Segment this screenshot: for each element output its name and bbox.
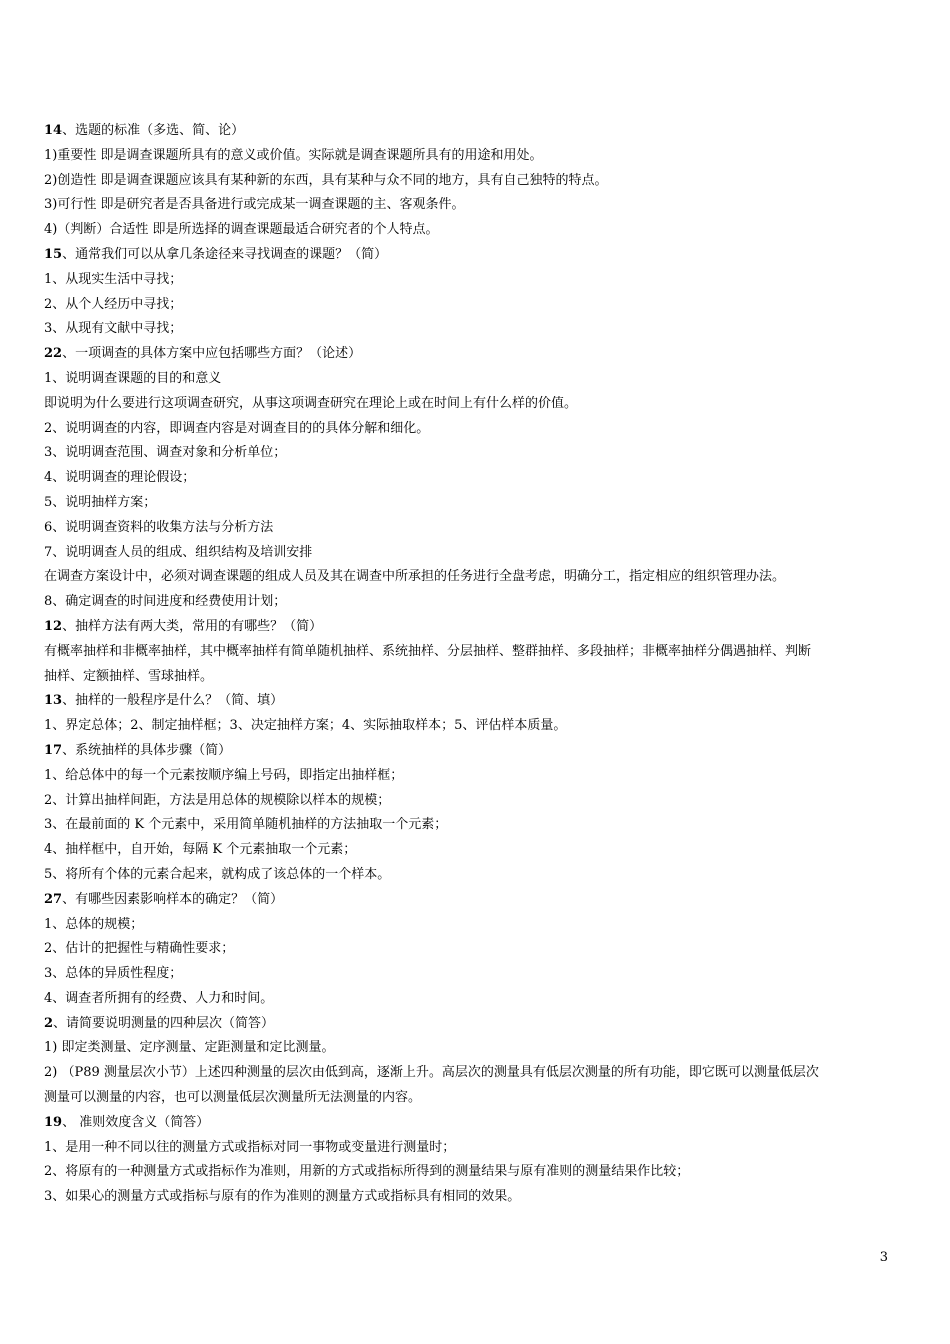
text-line xyxy=(44,640,896,665)
text-line xyxy=(44,1036,896,1061)
line-text: 有概率抽样和非概率抽样，其中概率抽样有简单随机抽样、系统抽样、分层抽样、整群抽样、多段抽样；非概率抽样分偶遇抽样、判断 xyxy=(44,643,812,659)
text-line xyxy=(44,317,896,342)
line-text: 抽样、定额抽样、雪球抽样。 xyxy=(44,668,214,684)
text-line xyxy=(44,1086,896,1111)
line-text: 2、计算出抽样间距，方法是用总体的规模除以样本的规模； xyxy=(44,792,391,808)
text-line xyxy=(44,466,896,491)
text-line xyxy=(44,491,896,516)
question-heading xyxy=(44,1012,896,1037)
line-text: 、选题的标准（多选、简、论） xyxy=(62,123,245,138)
question-number: 2 xyxy=(44,1015,54,1031)
text-line xyxy=(44,1185,896,1210)
text-line xyxy=(44,565,896,590)
question-heading xyxy=(44,739,896,764)
question-heading xyxy=(44,342,896,367)
line-text: 1) 即定类测量、定序测量、定距测量和定比测量。 xyxy=(44,1040,335,1056)
question-heading xyxy=(44,1111,896,1136)
text-line xyxy=(44,863,896,888)
question-number: 19 xyxy=(44,1114,63,1130)
text-line xyxy=(44,665,896,690)
text-line xyxy=(44,541,896,566)
line-text: 在调查方案设计中，必须对调查课题的组成人员及其在调查中所承担的任务进行全盘考虑，明确分工，指定相应的组织管理办法。 xyxy=(44,569,786,585)
text-line xyxy=(44,987,896,1012)
line-text: 1、给总体中的每一个元素按顺序编上号码，即指定出抽样框； xyxy=(44,767,404,783)
line-text: 2、估计的把握性与精确性要求； xyxy=(44,941,235,957)
text-line xyxy=(44,1136,896,1161)
text-line xyxy=(44,417,896,442)
line-text: 1、界定总体；2、制定抽样框；3、决定抽样方案；4、实际抽取样本；5、评估样本质量。 xyxy=(44,718,567,734)
line-text: 5、将所有个体的元素合起来，就构成了该总体的一个样本。 xyxy=(44,866,391,882)
question-heading xyxy=(44,689,896,714)
line-text: 2)创造性 即是调查课题应该具有某种新的东西，具有某种与众不同的地方，具有自己独特的特点。 xyxy=(44,172,608,188)
line-text: 4、调查者所拥有的经费、人力和时间。 xyxy=(44,990,274,1006)
line-text: 1、总体的规模； xyxy=(44,916,144,932)
line-text: 1、说明调查课题的目的和意义 xyxy=(44,370,222,386)
text-line xyxy=(44,962,896,987)
question-number: 15 xyxy=(44,246,63,262)
text-line xyxy=(44,1061,896,1086)
line-text: 4)（判断）合适性 即是所选择的调查课题最适合研究者的个人特点。 xyxy=(44,222,439,238)
text-line xyxy=(44,193,896,218)
text-line xyxy=(44,367,896,392)
text-line xyxy=(44,516,896,541)
line-text: 2、从个人经历中寻找； xyxy=(44,296,183,312)
question-number: 13 xyxy=(44,693,63,709)
text-line xyxy=(44,169,896,194)
text-line xyxy=(44,1160,896,1185)
line-text: 2) （P89 测量层次小节）上述四种测量的层次由低到高，逐渐上升。高层次的测量具有低层次测量的所有功能，即它既可以测量低层次 xyxy=(44,1065,819,1081)
text-line xyxy=(44,913,896,938)
text-line xyxy=(44,937,896,962)
text-line xyxy=(44,441,896,466)
text-line xyxy=(44,764,896,789)
line-text: 3、在最前面的 K 个元素中，采用简单随机抽样的方法抽取一个元素； xyxy=(44,817,448,833)
line-text: 、有哪些因素影响样本的确定？（简） xyxy=(62,891,284,907)
line-text: 1)重要性 即是调查课题所具有的意义或价值。实际就是调查课题所具有的用途和用处。 xyxy=(44,147,543,163)
line-text: 、一项调查的具体方案中应包括哪些方面？（论述） xyxy=(62,346,362,362)
line-text: 、通常我们可以从拿几条途径来寻找调查的课题？（简） xyxy=(62,246,388,262)
text-line xyxy=(44,392,896,417)
line-text: 1、从现实生活中寻找； xyxy=(44,271,183,287)
line-text: 3、总体的异质性程度； xyxy=(44,966,183,982)
line-text: 7、说明调查人员的组成、组织结构及培训安排 xyxy=(44,544,313,560)
question-number: 27 xyxy=(44,891,63,907)
text-line xyxy=(44,218,896,243)
line-text: 8、确定调查的时间进度和经费使用计划； xyxy=(44,594,287,610)
line-text: 1、是用一种不同以往的测量方式或指标对同一事物或变量进行测量时； xyxy=(44,1139,456,1155)
line-text: 、抽样的一般程序是什么？（简、填） xyxy=(62,693,284,709)
text-line xyxy=(44,838,896,863)
text-line xyxy=(44,144,896,169)
text-line xyxy=(44,293,896,318)
text-line xyxy=(44,813,896,838)
question-heading xyxy=(44,615,896,640)
line-text: 2、说明调查的内容，即调查内容是对调查目的的具体分解和细化。 xyxy=(44,420,430,436)
text-line xyxy=(44,268,896,293)
line-text: 3)可行性 即是研究者是否具备进行或完成某一调查课题的主、客观条件。 xyxy=(44,197,465,213)
document-body xyxy=(44,119,896,1210)
question-number: 22 xyxy=(44,346,63,362)
line-text: 、抽样方法有两大类，常用的有哪些？（简） xyxy=(62,618,323,634)
text-line xyxy=(44,590,896,615)
line-text: 4、说明调查的理论假设； xyxy=(44,470,196,486)
question-number: 14 xyxy=(44,123,63,138)
line-text: 2、将原有的一种测量方式或指标作为准则，用新的方式或指标所得到的测量结果与原有准则的测量结果作比较； xyxy=(44,1164,690,1180)
line-text: 5、说明抽样方案； xyxy=(44,494,157,510)
line-text: 3、如果心的测量方式或指标与原有的作为准则的测量方式或指标具有相同的效果。 xyxy=(44,1189,521,1205)
question-heading xyxy=(44,119,896,144)
question-heading xyxy=(44,243,896,268)
line-text: 测量可以测量的内容，也可以测量低层次测量所无法测量的内容。 xyxy=(44,1090,422,1106)
line-text: 6、说明调查资料的收集方法与分析方法 xyxy=(44,519,274,535)
line-text: 即说明为什么要进行这项调查研究，从事这项调查研究在理论上或在时间上有什么样的价值。 xyxy=(44,395,578,411)
line-text: 3、说明调查范围、调查对象和分析单位； xyxy=(44,445,287,461)
line-text: 、系统抽样的具体步骤（简） xyxy=(62,742,232,758)
line-text: 3、从现有文献中寻找； xyxy=(44,321,183,337)
text-line xyxy=(44,714,896,739)
text-line xyxy=(44,789,896,814)
line-text: 、 准则效度含义（简答） xyxy=(62,1114,210,1130)
question-number: 12 xyxy=(44,618,63,634)
question-number: 17 xyxy=(44,742,63,758)
question-heading xyxy=(44,888,896,913)
line-text: 4、抽样框中，自开始，每隔 K 个元素抽取一个元素； xyxy=(44,842,357,858)
page-number: 3 xyxy=(879,1250,888,1265)
line-text: 、请简要说明测量的四种层次（简答） xyxy=(53,1015,275,1031)
